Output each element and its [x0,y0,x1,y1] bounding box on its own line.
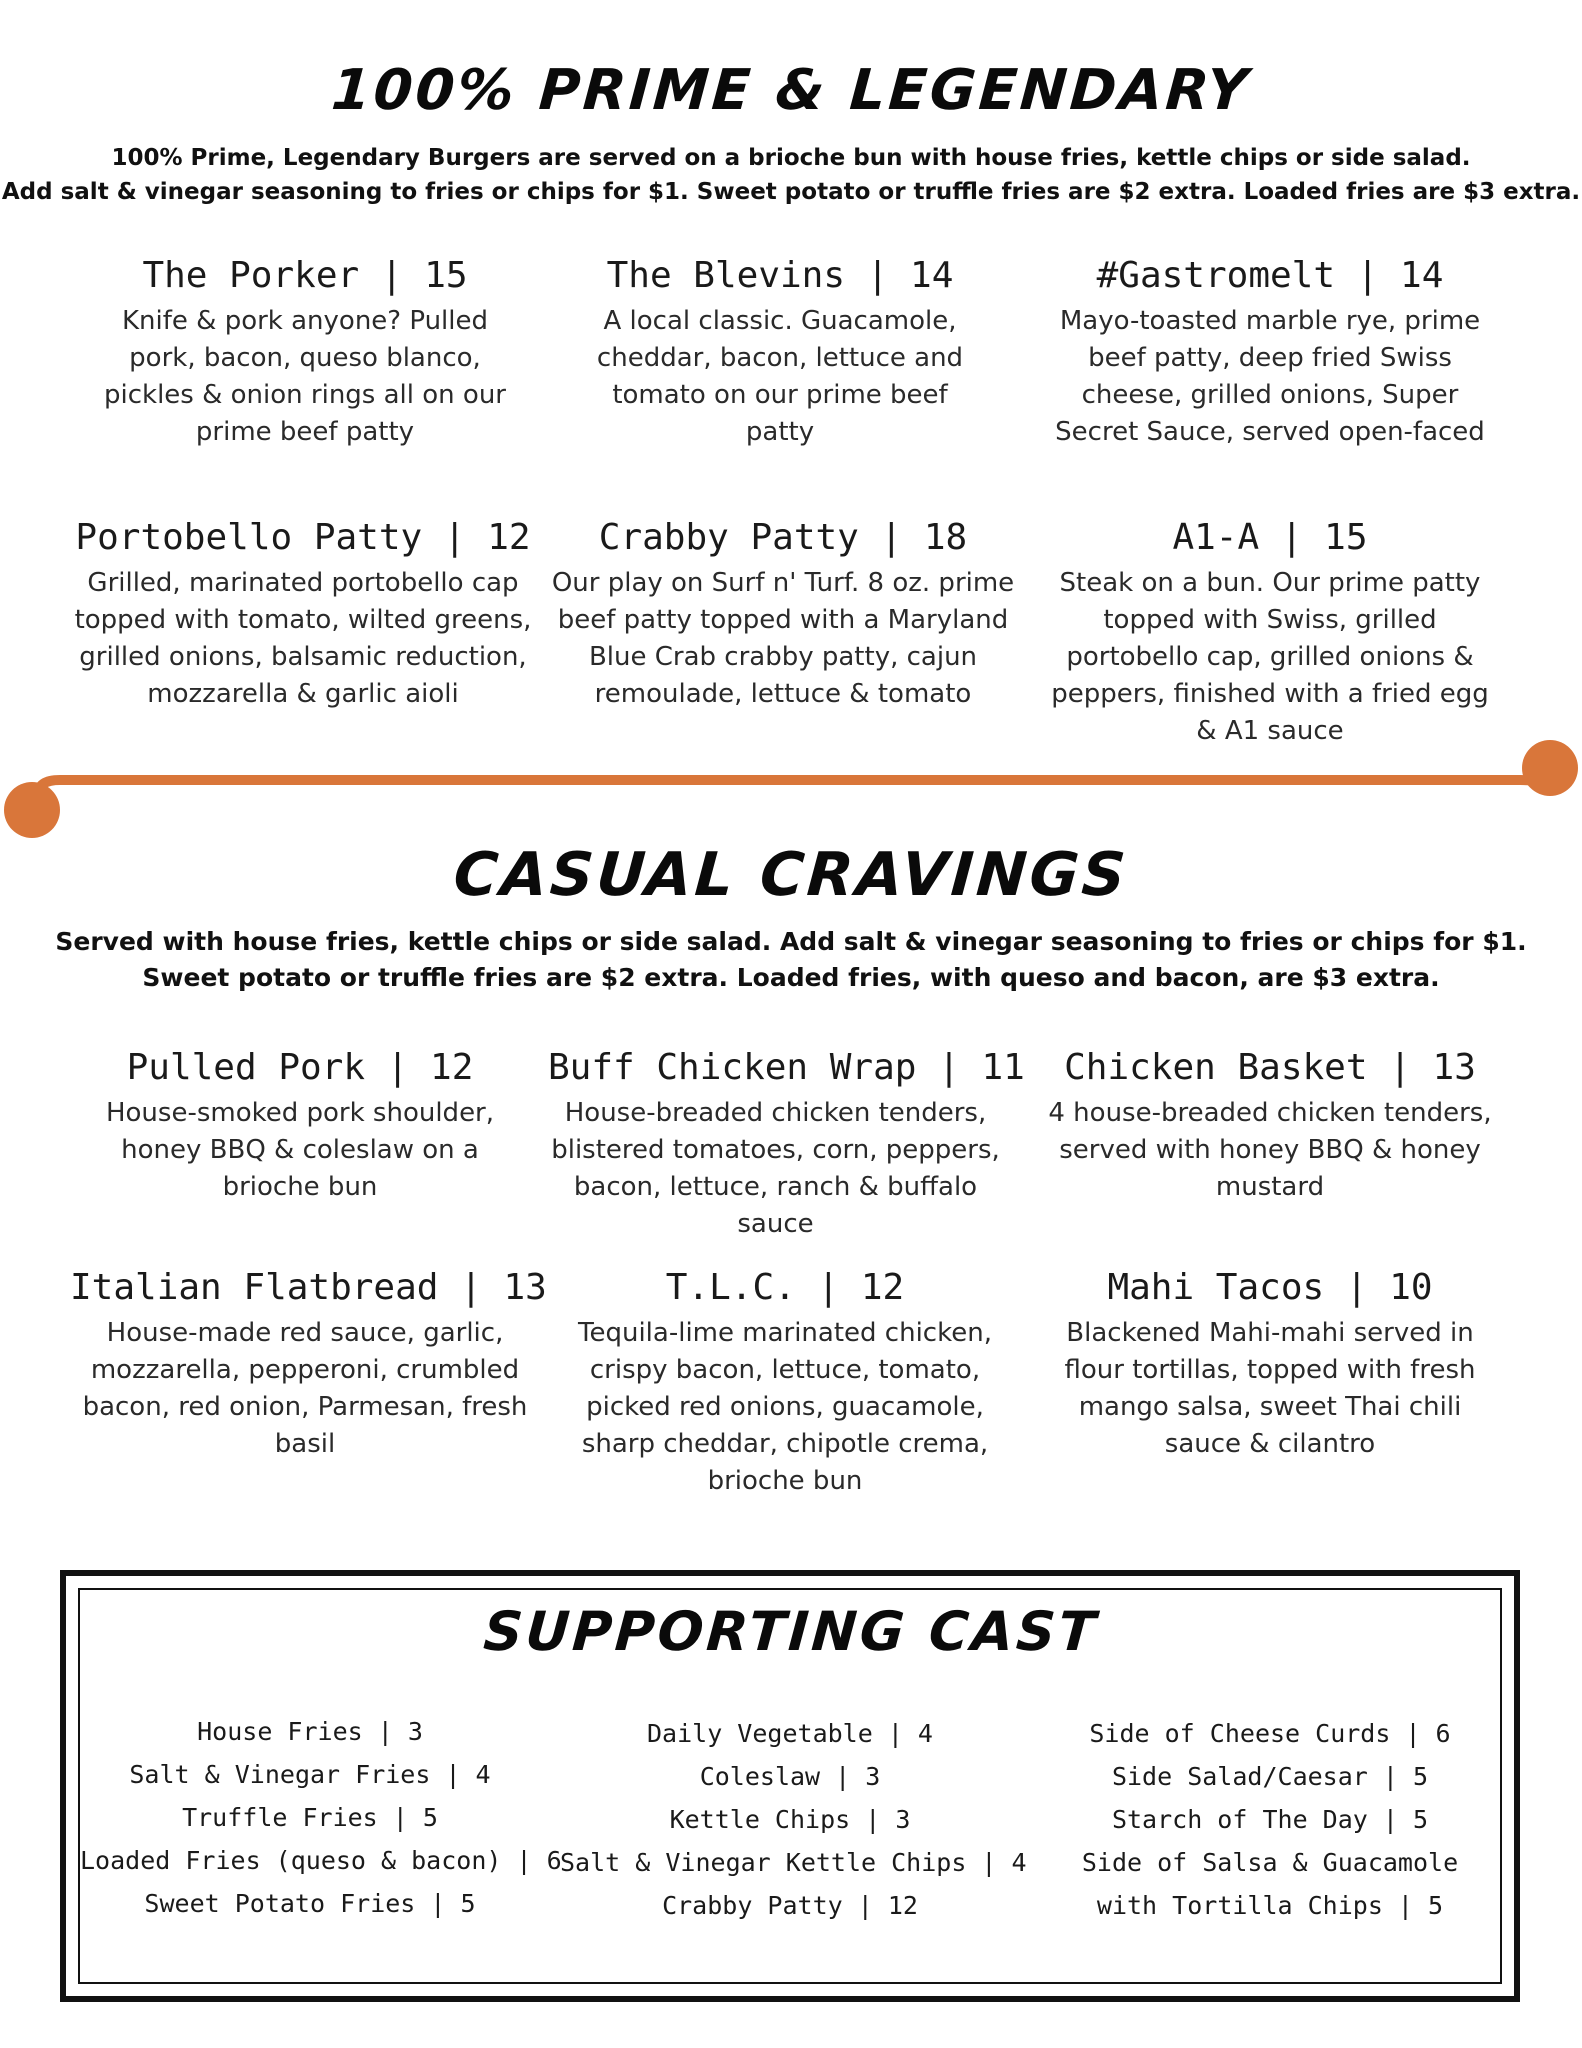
menu-item-name: The Porker | 15 [142,255,468,296]
menu-item-name: T.L.C. | 12 [665,1267,905,1308]
side-item: Side of Salsa & Guacamole [1081,1848,1459,1877]
menu-item-name: #Gastromelt | 14 [1096,255,1444,296]
menu-item-name: Chicken Basket | 13 [1064,1047,1476,1088]
menu-item-gastromelt [1040,253,1500,451]
supporting-cast-column-3 [1050,1712,1490,1927]
menu-item-name: Buff Chicken Wrap | 11 [548,1047,1025,1088]
casual-section-title: CASUAL CRAVINGS [451,840,1131,910]
side-item: Coleslaw | 3 [699,1762,881,1791]
menu-item-description: House-made red sauce, garlic, mozzarella, pepperoni, crumbled bacon, red onion, Parmesan, fresh basil [82,1318,528,1459]
menu-item-italian-flatbread [70,1265,547,1463]
prime-intro-line2: Add salt & vinegar seasoning to fries or chips for $1. Sweet potato or truffle fries are $2 extra. Loaded fries are $3 extra. [1,179,1581,205]
menu-item-portobello-patty [68,515,538,713]
side-item: Sweet Potato Fries | 5 [144,1889,476,1918]
casual-intro-line2: Sweet potato or truffle fries are $2 extra. Loaded fries, with queso and bacon, are $3 extra. [142,963,1440,992]
menu-item-name: Italian Flatbread | 13 [70,1267,547,1308]
divider-left-dot [4,782,60,838]
side-item: Daily Vegetable | 4 [647,1719,933,1748]
prime-intro-line1: 100% Prime, Legendary Burgers are served on a brioche bun with house fries, kettle chips or side salad. [111,145,1471,171]
casual-intro [0,924,1582,996]
side-item: Side of Cheese Curds | 6 [1089,1719,1451,1748]
menu-item-name: The Blevins | 14 [606,255,954,296]
side-item: Side Salad/Caesar | 5 [1111,1762,1429,1791]
menu-item-description: Mayo-toasted marble rye, prime beef patty, deep fried Swiss cheese, grilled onions, Super Secret Sauce, served open-faced [1055,306,1485,447]
side-item: with Tortilla Chips | 5 [1096,1891,1444,1920]
side-item: Loaded Fries (queso & bacon) | 6 [80,1846,562,1875]
divider-line [38,780,1545,795]
menu-item-a1-a [1040,515,1500,750]
side-item: Salt & Vinegar Kettle Chips | 4 [560,1848,1027,1877]
menu-item-the-blevins [575,253,985,451]
menu-item-description: 4 house-breaded chicken tenders, served with honey BBQ & honey mustard [1048,1098,1492,1202]
menu-item-description: A local classic. Guacamole, cheddar, bacon, lettuce and tomato on our prime beef patty [596,306,964,447]
menu-item-mahi-tacos [1040,1265,1500,1463]
section-divider [0,740,1582,850]
supporting-cast-column-2 [560,1712,1027,1927]
side-item: Crabby Patty | 12 [662,1891,918,1920]
menu-item-description: Tequila-lime marinated chicken, crispy bacon, lettuce, tomato, picked red onions, guacamole, sharp cheddar, chipotle crema, brioche bun [578,1318,992,1496]
menu-item-description: House-smoked pork shoulder, honey BBQ & coleslaw on a brioche bun [105,1098,495,1202]
divider-right-dot [1522,740,1578,796]
menu-item-name: Portobello Patty | 12 [75,517,531,558]
menu-item-name: Mahi Tacos | 10 [1107,1267,1433,1308]
supporting-section-title: SUPPORTING CAST [481,1600,1101,1663]
menu-item-description: Steak on a bun. Our prime patty topped with Swiss, grilled portobello cap, grilled onions & peppers, finished with a fried egg & A1 sauce [1051,568,1489,746]
side-item: Truffle Fries | 5 [182,1803,438,1832]
side-item: House Fries | 3 [197,1717,423,1746]
menu-item-name: Crabby Patty | 18 [598,517,968,558]
menu-item-the-porker [90,253,520,451]
menu-item-description: Knife & pork anyone? Pulled pork, bacon, queso blanco, pickles & onion rings all on our prime beef patty [104,306,506,447]
menu-item-name: A1-A | 15 [1172,517,1368,558]
prime-intro [0,141,1582,209]
menu-item-tlc [565,1265,1005,1500]
casual-intro-line1: Served with house fries, kettle chips or side salad. Add salt & vinegar seasoning to fries or chips for $1. [55,927,1527,956]
menu-item-pulled-pork [90,1045,510,1206]
menu-item-buff-chicken-wrap [548,1045,1025,1243]
side-item: Salt & Vinegar Fries | 4 [129,1760,491,1789]
menu-item-description: Blackened Mahi-mahi served in flour tortillas, topped with fresh mango salsa, sweet Thai chili sauce & cilantro [1064,1318,1476,1459]
side-item: Starch of The Day | 5 [1111,1805,1429,1834]
menu-item-chicken-basket [1040,1045,1500,1206]
supporting-cast-column-1 [80,1710,562,1925]
menu-item-description: Our play on Surf n' Turf. 8 oz. prime beef patty topped with a Maryland Blue Crab crabby patty, cajun remoulade, lettuce & tomato [551,568,1015,709]
menu-item-description: House-breaded chicken tenders, blistered tomatoes, corn, peppers, bacon, lettuce, ranch & buffalo sauce [551,1098,1000,1239]
menu-item-name: Pulled Pork | 12 [126,1047,474,1088]
prime-section-title: 100% PRIME & LEGENDARY [329,58,1253,123]
side-item: Kettle Chips | 3 [669,1805,911,1834]
menu-item-description: Grilled, marinated portobello cap topped with tomato, wilted greens, grilled onions, balsamic reduction, mozzarella & garlic aioli [74,568,532,709]
menu-item-crabby-patty [548,515,1018,713]
